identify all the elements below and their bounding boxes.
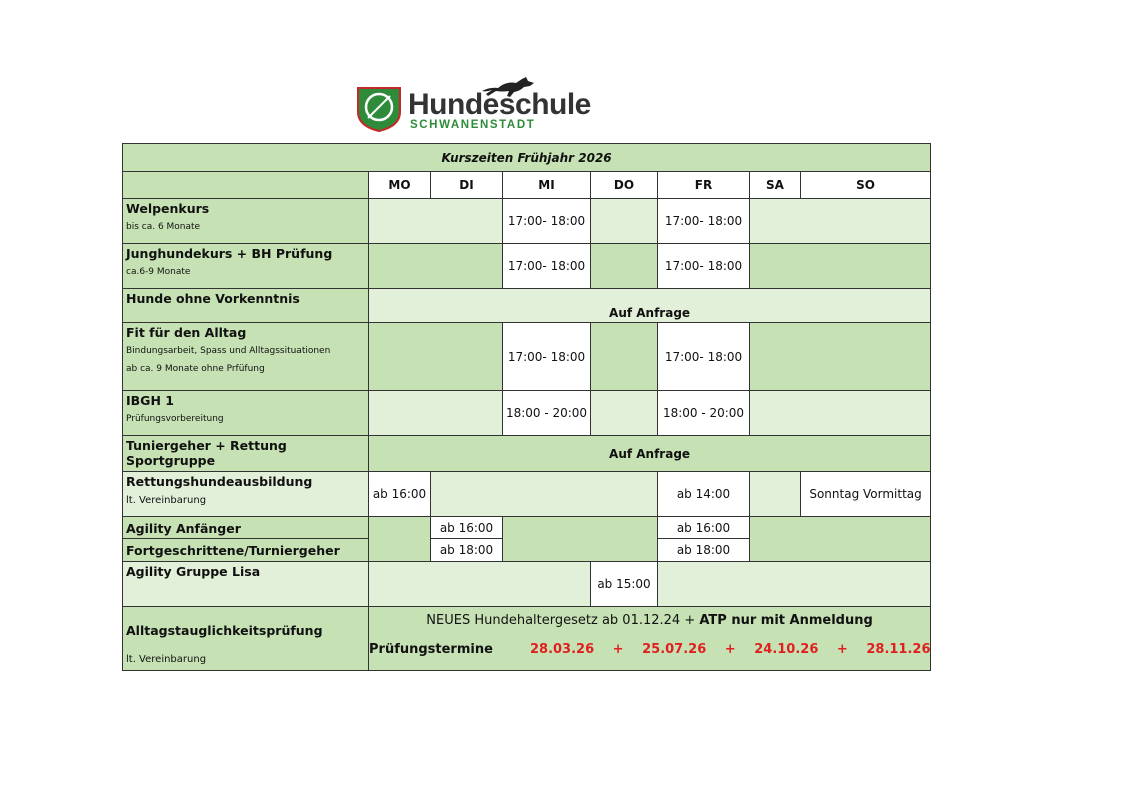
logo-title: Hundeschule	[408, 88, 591, 121]
exam-date: 24.10.26	[754, 642, 819, 657]
course-row-ibgh	[123, 391, 931, 436]
date-separator: +	[612, 642, 624, 657]
day-header-row	[123, 172, 931, 199]
course-sub: Prüfungsvorbereitung	[126, 414, 224, 424]
auf-anfrage-cell: Auf Anfrage	[369, 436, 931, 472]
course-row-ohne-vorkenntnis	[123, 289, 931, 323]
logo-subtitle: SCHWANENSTADT	[410, 119, 536, 131]
empty-cell	[591, 323, 658, 391]
course-label	[123, 391, 369, 436]
course-name: Junghundekurs + BH Prüfung	[126, 246, 333, 261]
empty-cell	[750, 472, 801, 517]
exam-date: 28.11.26	[866, 642, 931, 657]
empty-cell	[591, 199, 658, 244]
course-name: Agility Anfänger	[126, 521, 241, 536]
empty-cell	[369, 244, 503, 289]
day-so: SO	[801, 172, 931, 199]
time-cell-do: ab 15:00	[591, 562, 658, 607]
exam-date: 25.07.26	[642, 642, 707, 657]
course-label	[123, 436, 369, 472]
course-name: Fit für den Alltag	[126, 325, 247, 340]
time-cell-mi: 17:00- 18:00	[503, 199, 591, 244]
course-label	[123, 562, 369, 607]
logo	[354, 72, 644, 136]
empty-cell	[369, 391, 503, 436]
footer-content	[369, 607, 931, 671]
day-di: DI	[431, 172, 503, 199]
empty-cell	[503, 517, 658, 562]
footer-course-sub: lt. Vereinbarung	[126, 654, 207, 665]
empty-cell	[431, 472, 658, 517]
empty-cell	[750, 244, 931, 289]
empty-cell	[750, 199, 931, 244]
course-row-junghundekurs	[123, 244, 931, 289]
time-cell-mi: 18:00 - 20:00	[503, 391, 591, 436]
course-row-rettungshunde	[123, 472, 931, 517]
course-name: Agility Gruppe Lisa	[126, 564, 261, 579]
day-mi: MI	[503, 172, 591, 199]
time-cell-fr: 17:00- 18:00	[658, 244, 750, 289]
footer-row	[123, 607, 931, 671]
time-cell-mi: 17:00- 18:00	[503, 244, 591, 289]
course-row-tuniergeher	[123, 436, 931, 472]
exam-date: 28.03.26	[529, 642, 595, 657]
course-name: Rettungshundeausbildung	[126, 474, 313, 489]
course-name: Hunde ohne Vorkenntnis	[126, 291, 300, 306]
time-cell-fr: 18:00 - 20:00	[658, 391, 750, 436]
course-label	[123, 289, 369, 323]
course-label	[123, 472, 369, 517]
day-fr: FR	[658, 172, 750, 199]
course-row-fit-alltag	[123, 323, 931, 391]
course-name: Tuniergeher + Rettung Sportgruppe	[126, 438, 287, 468]
exam-dates-label: Prüfungstermine	[369, 642, 493, 657]
schedule-table	[122, 143, 931, 671]
course-label	[123, 199, 369, 244]
time-cell-fr: ab 14:00	[658, 472, 750, 517]
course-label	[123, 323, 369, 391]
course-name: IBGH 1	[126, 393, 174, 408]
time-cell-fr: ab 18:00	[658, 539, 750, 562]
footer-label	[123, 607, 369, 671]
date-separator: +	[836, 642, 848, 657]
exam-dates-line	[369, 642, 930, 657]
empty-cell	[591, 391, 658, 436]
empty-cell	[369, 517, 431, 562]
time-cell-mi: 17:00- 18:00	[503, 323, 591, 391]
time-cell-so: Sonntag Vormittag	[801, 472, 931, 517]
notice-bold: ATP nur mit Anmeldung	[699, 613, 873, 628]
day-mo: MO	[369, 172, 431, 199]
date-separator: +	[724, 642, 736, 657]
empty-cell	[369, 562, 591, 607]
time-cell-mo: ab 16:00	[369, 472, 431, 517]
course-sub: Bindungsarbeit, Spass und Alltagssituationen	[126, 346, 331, 356]
course-sub: ca.6-9 Monate	[126, 267, 191, 277]
notice-line	[369, 613, 930, 628]
course-row-agility-lisa	[123, 562, 931, 607]
empty-cell	[369, 323, 503, 391]
course-name: Fortgeschrittene/Turniergeher	[126, 543, 340, 558]
time-cell-di: ab 16:00	[431, 517, 503, 539]
time-cell-fr: 17:00- 18:00	[658, 199, 750, 244]
time-cell-fr: 17:00- 18:00	[658, 323, 750, 391]
time-cell-di: ab 18:00	[431, 539, 503, 562]
club-emblem-icon	[354, 82, 404, 132]
course-label	[123, 539, 369, 562]
page-title: Kurszeiten Frühjahr 2026	[123, 144, 931, 172]
time-cell-fr: ab 16:00	[658, 517, 750, 539]
course-row-welpenkurs	[123, 199, 931, 244]
empty-cell	[750, 517, 931, 562]
empty-cell	[750, 323, 931, 391]
notice-text: NEUES Hundehaltergesetz ab 01.12.24 +	[426, 613, 700, 628]
day-sa: SA	[750, 172, 801, 199]
course-label	[123, 517, 369, 539]
empty-cell	[369, 199, 503, 244]
auf-anfrage-cell: Auf Anfrage	[369, 289, 931, 323]
course-label	[123, 244, 369, 289]
empty-cell	[750, 391, 931, 436]
empty-header-cell	[123, 172, 369, 199]
course-name: Welpenkurs	[126, 201, 210, 216]
footer-course-name: Alltagstauglichkeitsprüfung	[126, 623, 323, 638]
day-do: DO	[591, 172, 658, 199]
empty-cell	[591, 244, 658, 289]
empty-cell	[658, 562, 931, 607]
course-row-agility-anfaenger	[123, 517, 931, 539]
course-sub: bis ca. 6 Monate	[126, 222, 201, 232]
course-sub: ab ca. 9 Monate ohne Prfüfung	[126, 364, 265, 374]
course-sub: lt. Vereinbarung	[126, 495, 207, 506]
